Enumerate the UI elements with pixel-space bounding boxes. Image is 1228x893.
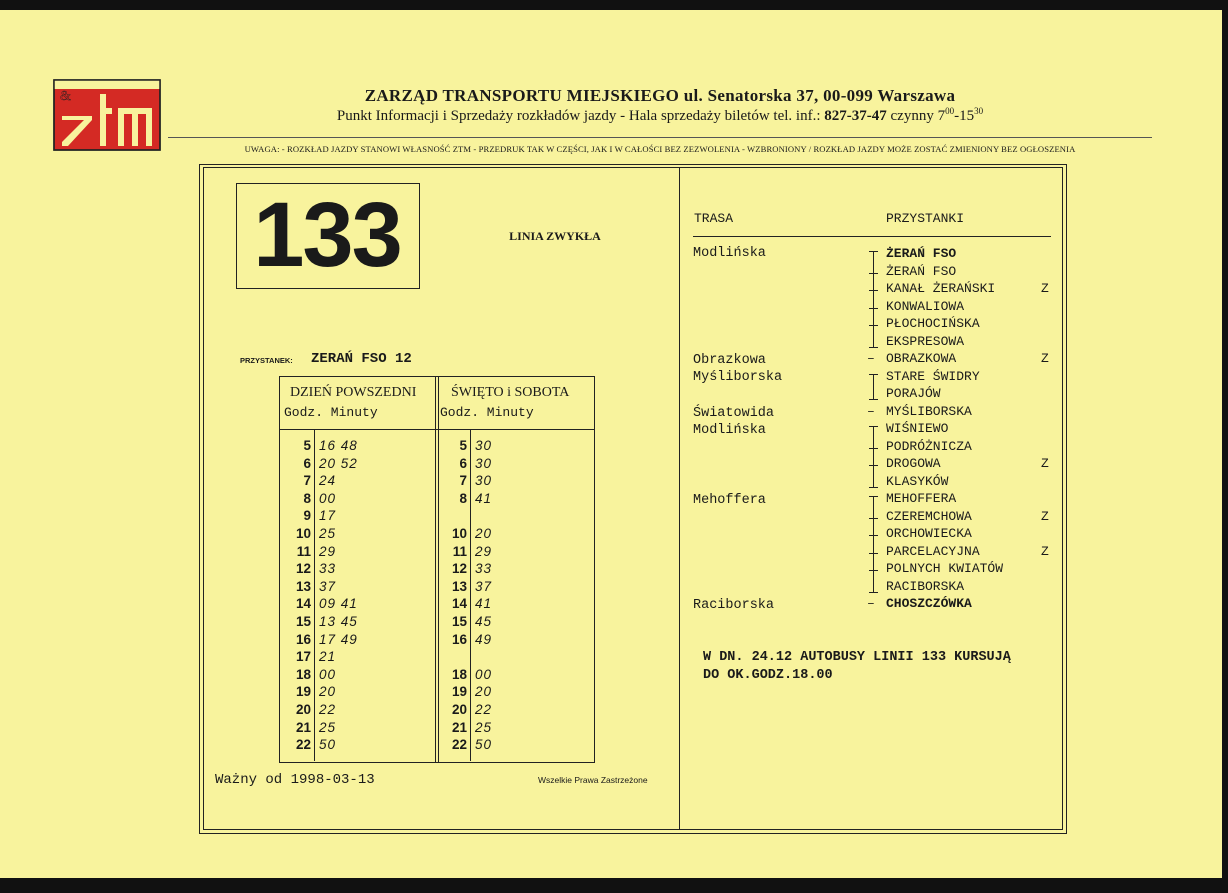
route-bracket-tick: [869, 535, 878, 536]
route-dash-mark: –: [867, 403, 875, 419]
route-stop: ŻERAŃ FSO: [886, 246, 957, 261]
route-bracket-tick: [869, 592, 878, 593]
route-stop: KLASYKÓW: [886, 473, 949, 489]
route-bracket-tick: [869, 518, 878, 519]
holiday-hour: 15: [451, 614, 467, 629]
holiday-hour: 16: [451, 631, 467, 647]
route-stop: CZEREMCHOWA: [886, 508, 972, 524]
weekday-hour: 10: [295, 526, 311, 541]
weekday-minutes: 17: [319, 508, 337, 524]
holiday-hour: 11: [452, 543, 467, 559]
holiday-hour: 14: [451, 596, 467, 612]
route-bracket-line: [873, 426, 874, 487]
stops-header: PRZYSTANKI: [886, 211, 965, 226]
weekday-minutes: 00: [319, 490, 337, 506]
info-hours-sup2: 30: [974, 106, 984, 116]
route-bracket-tick: [869, 487, 878, 488]
route-stop: OBRAZKOWA: [886, 351, 957, 366]
route-bracket-tick: [869, 465, 878, 466]
holiday-minutes: 30: [475, 438, 493, 453]
holiday-minutes: 49: [475, 631, 493, 647]
on-request-flag: Z: [1041, 456, 1049, 471]
weekday-hour: 7: [303, 473, 311, 489]
route-bracket-tick: [869, 347, 878, 348]
weekday-minutes: 22: [319, 702, 337, 717]
stop-label: PRZYSTANEK:: [240, 356, 293, 365]
holiday-minutes: 41: [475, 596, 493, 612]
holiday-note-line1: W DN. 24.12 AUTOBUSY LINII 133 KURSUJĄ: [703, 650, 1011, 665]
route-stop: EKSPRESOWA: [886, 333, 965, 349]
svg-text:&: &: [60, 89, 71, 104]
route-stop: PŁOCHOCIŃSKA: [886, 316, 980, 331]
ztm-logo: [52, 78, 162, 152]
weekday-minutes: 50: [319, 737, 337, 753]
route-stop: RACIBORSKA: [886, 578, 965, 594]
org-title: ZARZĄD TRANSPORTU MIEJSKIEGO ul. Senatorska 37, 00-099 Warszawa: [364, 86, 956, 105]
holiday-minutes: 50: [475, 737, 493, 753]
holiday-minutes: 25: [475, 719, 493, 735]
weekday-minutes: 24: [319, 473, 337, 489]
route-bracket-tick: [869, 426, 878, 427]
weekday-hour: 14: [295, 596, 311, 612]
holiday-hour: 7: [459, 473, 467, 489]
weekday-hour: 5: [303, 438, 311, 453]
holiday-hour: 21: [451, 719, 467, 735]
route-street: Modlińska: [693, 423, 766, 438]
header-rule: [168, 137, 1152, 138]
frame-divider: [679, 167, 680, 830]
holiday-minutes: 20: [475, 526, 493, 541]
weekday-hour: 19: [295, 684, 311, 700]
weekday-minutes: 09 41: [319, 596, 358, 612]
stop-name: ZERAŃ FSO 12: [311, 351, 412, 367]
route-bracket-tick: [869, 325, 878, 326]
info-hours-prefix: czynny 7: [886, 108, 946, 124]
timetable-header-rule: [279, 429, 595, 430]
on-request-flag: Z: [1041, 281, 1049, 296]
info-hours-mid: -15: [954, 108, 975, 124]
route-dash-mark: –: [867, 596, 875, 611]
route-bracket-line: [873, 251, 874, 347]
route-bracket-tick: [869, 553, 878, 554]
route-bracket-tick: [869, 448, 878, 449]
weekday-hour: 12: [295, 561, 311, 577]
holiday-minutes: 30: [475, 473, 493, 489]
route-stop: PODRÓŻNICZA: [886, 438, 972, 454]
on-request-flag: Z: [1041, 351, 1049, 366]
holiday-hour: 13: [451, 578, 467, 594]
timetable-sheet: [0, 10, 1222, 878]
route-bracket-tick: [869, 308, 878, 309]
weekday-hour: 16: [295, 631, 311, 647]
route-street: Modlińska: [693, 246, 766, 261]
holiday-title: ŚWIĘTO i SOBOTA: [451, 385, 570, 400]
route-header-rule: [693, 236, 1051, 237]
weekday-hour: 15: [295, 614, 311, 629]
route-street: Myśliborska: [693, 370, 783, 385]
route-bracket-tick: [869, 290, 878, 291]
weekday-minutes: 17 49: [319, 631, 358, 647]
weekday-hour: 13: [295, 578, 311, 594]
holiday-note-line2: DO OK.GODZ.18.00: [703, 668, 833, 683]
holiday-hour: 10: [451, 526, 467, 541]
holiday-minutes: 45: [475, 614, 493, 629]
holiday-hour: 12: [451, 561, 467, 577]
holiday-hour: 20: [451, 702, 467, 717]
weekday-minutes: 16 48: [319, 438, 358, 453]
route-bracket-tick: [869, 251, 878, 252]
weekday-hour-divider: [314, 429, 315, 761]
holiday-minutes: 22: [475, 702, 493, 717]
copyright-warning: UWAGA: - ROZKŁAD JAZDY STANOWI WŁASNOŚĆ ZTM - PRZEDRUK TAK W CZĘŚCI, JAK I W CAŁOŚCI BEZ ZEZWOLENIA - WZBRONIONY / ROZKŁAD JAZDY MOŻE ZOSTAĆ ZMIENIONY BEZ OGŁOSZENIA: [244, 144, 1076, 154]
holiday-minutes: 41: [475, 490, 493, 506]
weekday-hour: 6: [303, 455, 311, 471]
weekday-subtitle: Godz. Minuty: [284, 405, 378, 420]
weekday-hour: 21: [295, 719, 311, 735]
route-stop: DROGOWA: [886, 456, 941, 471]
route-bracket-tick: [869, 273, 878, 274]
route-bracket-line: [873, 374, 874, 400]
route-street: Światowida: [693, 406, 775, 421]
weekday-hour: 20: [295, 702, 311, 717]
weekday-minutes: 21: [319, 649, 337, 665]
holiday-hour: 8: [459, 490, 467, 506]
weekday-minutes: 00: [319, 666, 337, 682]
info-line: [170, 106, 1150, 125]
route-stop: MEHOFFERA: [886, 491, 957, 506]
route-street: Obrazkowa: [693, 353, 766, 368]
weekday-minutes: 20 52: [319, 455, 358, 471]
weekday-minutes: 25: [319, 526, 337, 541]
weekday-hour: 22: [295, 737, 311, 753]
holiday-minutes: 37: [475, 578, 493, 594]
weekday-hour: 11: [296, 543, 311, 559]
route-dash-mark: –: [867, 351, 875, 366]
route-stop: STARE ŚWIDRY: [886, 368, 980, 384]
weekday-hour: 9: [303, 508, 311, 524]
on-request-flag: Z: [1041, 543, 1049, 559]
line-type: LINIA ZWYKŁA: [509, 229, 601, 243]
holiday-hour: 18: [451, 666, 467, 682]
route-bracket-tick: [869, 399, 878, 400]
weekday-hour: 18: [295, 666, 311, 682]
line-number: 133: [253, 184, 401, 286]
holiday-minutes: 30: [475, 455, 493, 471]
route-stop: CHOSZCZÓWKA: [886, 596, 972, 611]
weekday-title: DZIEŃ POWSZEDNI: [290, 385, 417, 400]
route-street: Raciborska: [693, 598, 775, 613]
route-stop: PORAJÓW: [886, 386, 941, 401]
weekday-minutes: 20: [319, 684, 337, 700]
holiday-minutes: 00: [475, 666, 493, 682]
weekday-minutes: 33: [319, 561, 337, 577]
holiday-hour: 5: [459, 438, 467, 453]
weekday-hour: 17: [295, 649, 311, 665]
weekday-minutes: 13 45: [319, 614, 358, 629]
holiday-hour: 6: [459, 455, 467, 471]
holiday-hour: 22: [451, 737, 467, 753]
route-stop: WIŚNIEWO: [886, 421, 949, 436]
info-prefix: Punkt Informacji i Sprzedaży rozkładów jazdy - Hala sprzedaży biletów tel. inf.:: [336, 108, 825, 124]
holiday-minutes: 29: [475, 543, 493, 559]
route-bracket-tick: [869, 496, 878, 497]
holiday-hour-divider: [470, 429, 471, 761]
on-request-flag: Z: [1041, 508, 1049, 524]
route-stop: POLNYCH KWIATÓW: [886, 561, 1004, 576]
weekday-minutes: 29: [319, 543, 337, 559]
holiday-note: [703, 649, 1011, 685]
weekday-minutes: 25: [319, 719, 337, 735]
route-stop: KANAŁ ŻERAŃSKI: [886, 281, 996, 296]
route-stop: MYŚLIBORSKA: [886, 403, 972, 419]
route-stop: KONWALIOWA: [886, 298, 965, 314]
route-street: Mehoffera: [693, 493, 766, 508]
route-header: TRASA: [694, 211, 734, 226]
holiday-minutes: 33: [475, 561, 493, 577]
route-stop: PARCELACYJNA: [886, 543, 980, 559]
valid-from: Ważny od 1998-03-13: [215, 772, 375, 788]
rights-reserved: Wszelkie Prawa Zastrzeżone: [538, 775, 648, 785]
weekday-minutes: 37: [319, 578, 337, 594]
route-bracket-tick: [869, 570, 878, 571]
weekday-hour: 8: [303, 490, 311, 506]
info-phone: 827-37-47: [824, 108, 887, 124]
info-hours-sup1: 00: [945, 106, 955, 116]
route-stop: ORCHOWIECKA: [886, 526, 972, 541]
route-bracket-tick: [869, 374, 878, 375]
holiday-hour: 19: [451, 684, 467, 700]
route-stop: ŻERAŃ FSO: [886, 263, 957, 279]
holiday-subtitle: Godz. Minuty: [440, 405, 534, 420]
route-bracket-line: [873, 496, 874, 592]
holiday-minutes: 20: [475, 684, 493, 700]
